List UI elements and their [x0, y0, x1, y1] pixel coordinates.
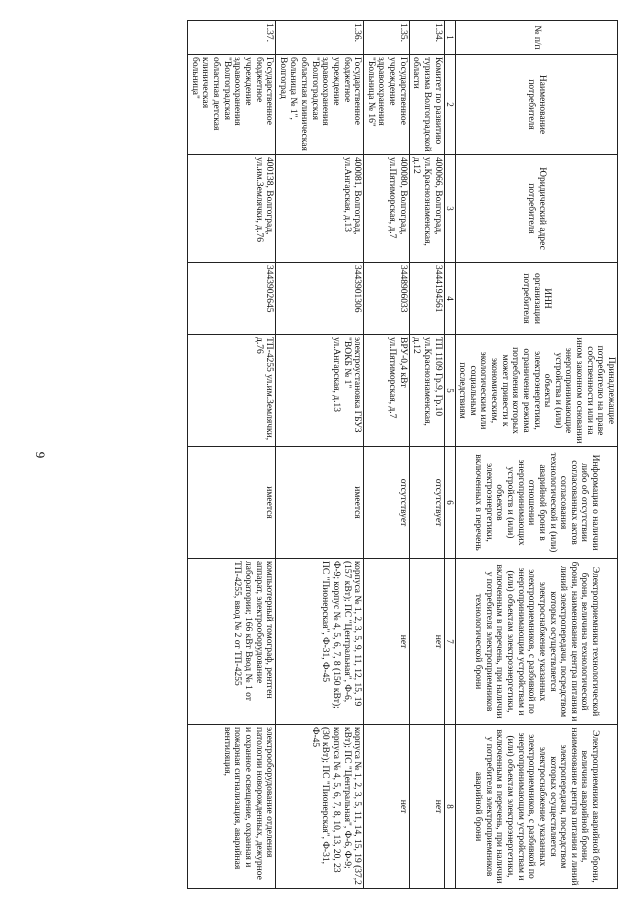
column-number: 1 [444, 21, 455, 55]
header-cell: Информация о наличии либо об отсутствии согласованных актов согласования технологической и (или) аварийной брони в отношении энергопринимающих устройств и (или) объектов электроэнергетики, включенных в перечень [455, 447, 617, 559]
consumer-address: 400080, Волгоград, ул.Пятиморская, д.7 [364, 155, 410, 263]
column-number: 5 [444, 335, 455, 447]
column-number: 3 [444, 155, 455, 263]
emergency-reserve: корпуса № 1, 2, 3, 5, 11, 14, 15, 19 (37,2 кВт); ПС "Центральная", Ф-6, Ф-9; корпуса № 4, 5, 6, 7, 8, 10, 13, 20, 23 (30 кВт); ПС "Пионерская", Ф-31, Ф-45 [276, 725, 364, 889]
emergency-reserve: нет [409, 725, 444, 889]
table-row [276, 21, 364, 889]
rotated-table-container [70, 20, 618, 888]
column-number: 6 [444, 447, 455, 559]
header-cell: Юридический адрес потребителя [455, 155, 617, 263]
acts-status: имеется [276, 447, 364, 559]
table-row [364, 21, 410, 889]
tech-reserve: нет [364, 559, 410, 725]
column-number: 7 [444, 559, 455, 725]
emergency-reserve: электрооборудование отделения патологии новорожденных, дежурное и охранное освещение, охранная и пожарная сигнализация, аварийная вентиляция, [188, 725, 276, 889]
acts-status: имеется [188, 447, 276, 559]
row-number: 1.34. [409, 21, 444, 55]
consumer-inn: 3443901306 [276, 263, 364, 335]
tech-reserve: нет [409, 559, 444, 725]
consumer-address: 400081, Волгоград, ул.Ангарская, д.13 [276, 155, 364, 263]
consumer-devices: ВРУ-0,4 кВт ул.Пятиморская, д.7 [364, 335, 410, 447]
row-number: 1.37. [188, 21, 276, 55]
emergency-reserve: нет [364, 725, 410, 889]
header-cell: Наименование потребителя [455, 55, 617, 155]
tech-reserve: компьютерный томограф, рентген аппарат, электрооборудование лаборатории; 166 кВт Ввод № 1 от ТП-4255, ввод № 2 от ТП-4255 [188, 559, 276, 725]
consumer-inn: 3444194561 [409, 263, 444, 335]
consumer-name: Государственное бюджетное учреждение здравоохранения "Волгоградская областная детская клиническая больница" [188, 55, 276, 155]
column-number: 4 [444, 263, 455, 335]
row-number: 1.36. [276, 21, 364, 55]
consumer-name: Государственное бюджетное учреждение здравоохранения "Волгоградская областная клиническая больница № 1", Волгоград [276, 55, 364, 155]
consumer-devices: электроустановка ГБУЗ "ВОКБ № 1" ул.Ангарская, д.13 [276, 335, 364, 447]
consumer-inn: 3443902645 [188, 263, 276, 335]
header-cell: Принадлежащие потребителю на праве собственности или на ином законном основании энергопринимающие устройства и (или) объекты электроэнергетики, ограничение режима потребления которых может привести к экономическим, экологическим или социальным последствиям [455, 335, 617, 447]
table-row [188, 21, 276, 889]
row-number: 1.35. [364, 21, 410, 55]
consumer-address: 400066, Волгоград, ул.Краснознаменская, д.12 [409, 155, 444, 263]
header-cell: № п/п [455, 21, 617, 55]
consumer-address: 400138, Волгоград, ул.им.Землячки, д.76 [188, 155, 276, 263]
acts-status: отсутствует [409, 447, 444, 559]
tech-reserve: корпуса № 1, 2, 3, 5, 9, 11, 12, 15, 19 (157 кВт); ПС "Центральная", Ф-6, Ф-9; корпус № 4, 5, 6, 7, 8 (150 кВт); ПС "Пионерская", Ф-31, Ф-45 [276, 559, 364, 725]
consumer-inn: 3448906033 [364, 263, 410, 335]
column-number: 2 [444, 55, 455, 155]
consumer-devices: ТП-4255 ул.им.Землячки, д.76 [188, 335, 276, 447]
table-row [409, 21, 444, 889]
consumers-table [187, 20, 618, 889]
column-number-row [444, 21, 455, 889]
acts-status: отсутствует [364, 447, 410, 559]
header-row [455, 21, 617, 889]
column-number: 8 [444, 725, 455, 889]
consumer-devices: ТП 1109 Гр.9, Гр.10 ул.Краснознаменская, д.12 [409, 335, 444, 447]
header-cell: Электроприемники аварийной брони, величина аварийной брони, наименование центра питания и линий электропередачи, посредством которых осуществляется электроснабжение указанных электроприемников, с разбивкой по энергопринимающим устройствам и (или) объектам электроэнергетики, включенным в перечень, при наличии у потребителя электроприемников аварийной брони [455, 725, 617, 889]
consumer-name: Комитет по развитию туризма Волгоградской области [409, 55, 444, 155]
page-number: 9 [33, 451, 48, 459]
header-cell: Электроприемники технологической брони, величина технологической брони, наименование центра питания и линий электропередачи, посредством которых осуществляется электроснабжение указанных электроприемников, с разбивкой по энергопринимающим устройствам и (или) объектам электроэнергетики, включенным в перечень, при наличии у потребителя электроприемников технологической брони [455, 559, 617, 725]
consumer-name: Государственное учреждение здравоохранения "Больница № 16" [364, 55, 410, 155]
header-cell: ИНН организации потребителя [455, 263, 617, 335]
